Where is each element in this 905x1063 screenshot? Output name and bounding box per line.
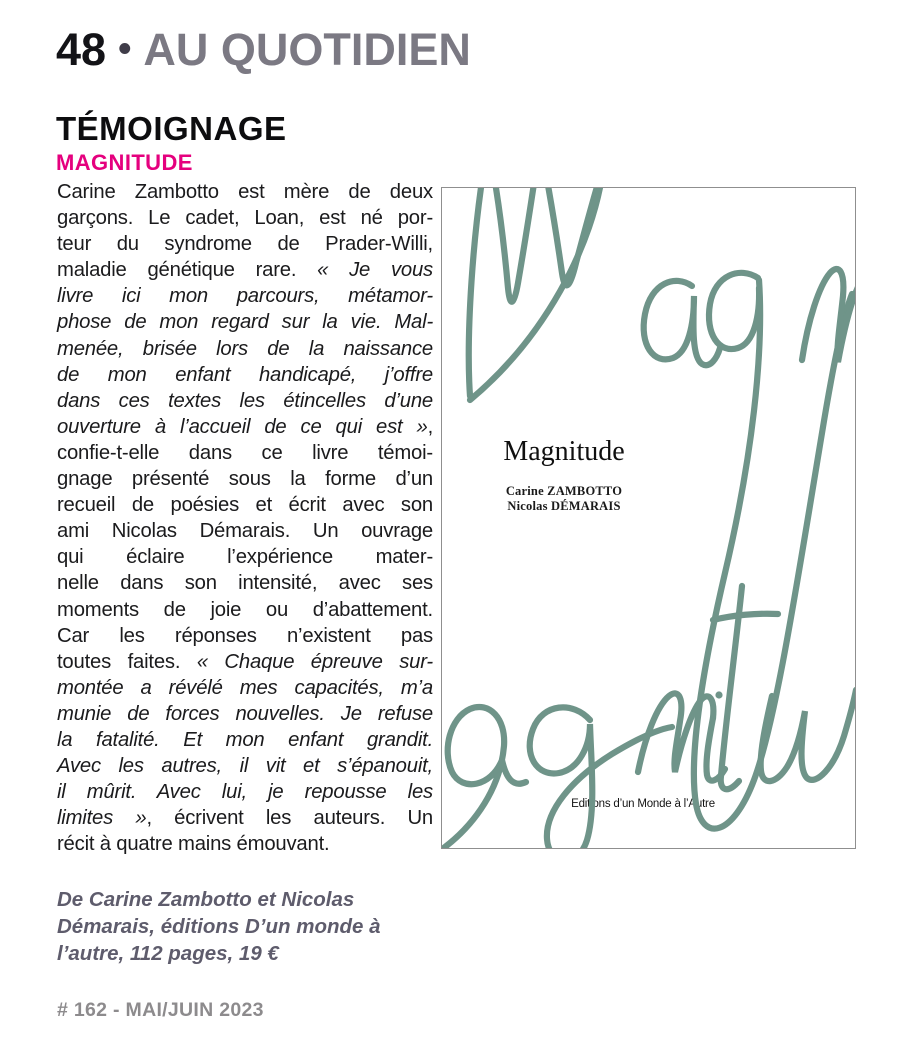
page-header <box>56 24 471 75</box>
body-line: nelle dans son intensité, avec ses <box>57 572 433 595</box>
body-line: qui éclaire l’expérience mater- <box>57 546 433 569</box>
body-line: Car les réponses n’existent pas <box>57 624 433 647</box>
credit-line: l’autre, 112 pages, 19 € <box>57 942 279 965</box>
body-line: Avec les autres, il vit et s’épanouit, <box>57 755 433 778</box>
body-line: munie de forces nouvelles. Je refuse <box>57 702 433 725</box>
section-title: AU QUOTIDIEN <box>143 24 471 75</box>
body-line: il mûrit. Avec lui, je repousse les <box>57 781 433 804</box>
cover-authors <box>478 484 650 514</box>
cover-script-art <box>442 188 855 848</box>
page-number: 48 <box>56 24 107 75</box>
body-line: Carine Zambotto est mère de deux <box>57 181 433 203</box>
body-line: recueil de poésies et écrit avec son <box>57 494 433 517</box>
body-line: moments de joie ou d’abattement. <box>57 598 433 621</box>
body-line: montée a révélé mes capacités, m’a <box>57 676 433 699</box>
body-line: dans ces textes les étincelles d’une <box>57 389 433 412</box>
body-line: maladie génétique rare. « Je vous <box>57 259 433 282</box>
body-line: livre ici mon parcours, métamor- <box>57 285 433 308</box>
body-line: ouverture à l’accueil de ce qui est », <box>57 415 433 438</box>
article-body <box>57 179 433 857</box>
bullet-separator: • <box>118 28 132 70</box>
book-cover-title: Magnitude <box>503 436 625 467</box>
body-line: gnage présenté sous la forme d’un <box>57 468 433 491</box>
credit-line: De Carine Zambotto et Nicolas <box>57 888 355 911</box>
body-line: limites », écrivent les auteurs. Un <box>57 807 433 830</box>
article-kicker: TÉMOIGNAGE <box>56 110 287 147</box>
credit <box>57 886 381 967</box>
issue-footer: # 162 - MAI/JUIN 2023 <box>57 999 264 1021</box>
body-line: la fatalité. Et mon enfant grandit. <box>57 728 433 751</box>
body-line: garçons. Le cadet, Loan, est né por- <box>57 207 433 230</box>
body-line: confie-t-elle dans ce livre témoi- <box>57 441 433 464</box>
body-line: menée, brisée lors de la naissance <box>57 337 433 360</box>
credit-line: Démarais, éditions D’un monde à <box>57 915 381 938</box>
cover-publisher: Editions d’un Monde à l’Autre <box>571 798 715 810</box>
body-line: de mon enfant handicapé, j’offre <box>57 363 433 386</box>
article-title: MAGNITUDE <box>56 150 193 175</box>
book-cover <box>441 187 856 849</box>
cover-author: Carine ZAMBOTTO <box>505 484 623 498</box>
cover-author: Nicolas DÉMARAIS <box>507 499 621 513</box>
body-line: toutes faites. « Chaque épreuve sur- <box>57 650 433 673</box>
body-line: ami Nicolas Démarais. Un ouvrage <box>57 520 433 543</box>
body-line: teur du syndrome de Prader-Willi, <box>57 233 433 256</box>
body-line: phose de mon regard sur la vie. Mal- <box>57 311 433 334</box>
body-line: récit à quatre mains émouvant. <box>57 833 330 856</box>
